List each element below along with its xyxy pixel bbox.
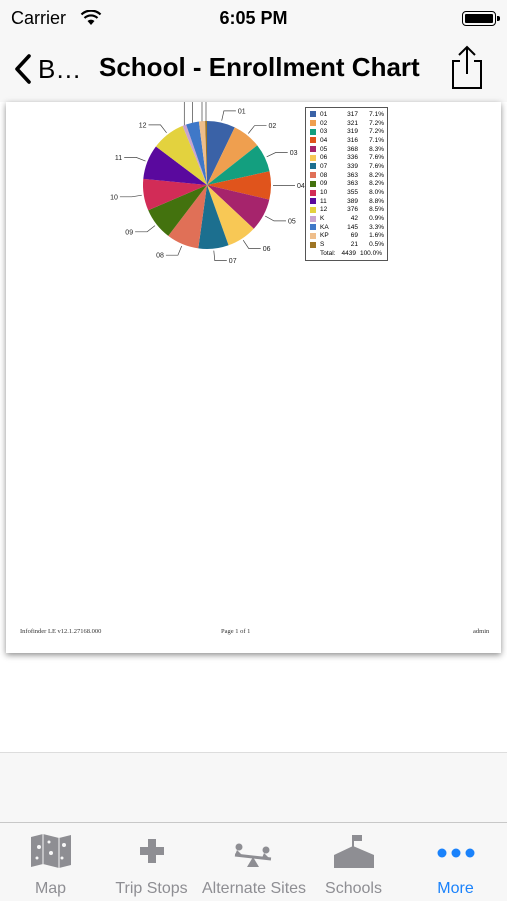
leader-line bbox=[248, 126, 266, 134]
legend-row bbox=[306, 214, 387, 223]
tab-schools[interactable] bbox=[303, 823, 404, 901]
leader-line bbox=[214, 251, 227, 261]
legend-percent: 0.5% bbox=[358, 241, 384, 248]
legend-percent: 7.2% bbox=[358, 120, 384, 127]
legend-total-value: 4439 bbox=[338, 250, 356, 257]
leader-line bbox=[120, 195, 142, 197]
slice-label: 06 bbox=[263, 246, 271, 253]
tab-label: Schools bbox=[303, 880, 404, 898]
legend-swatch bbox=[310, 137, 316, 143]
legend-label: 10 bbox=[320, 189, 338, 196]
legend-swatch bbox=[310, 172, 316, 178]
legend-value: 355 bbox=[338, 189, 358, 196]
status-bar bbox=[0, 0, 507, 38]
back-button[interactable] bbox=[12, 52, 81, 86]
legend-percent: 0.9% bbox=[358, 215, 384, 222]
legend-row bbox=[306, 197, 387, 206]
leader-line bbox=[124, 157, 145, 161]
legend-percent: 8.2% bbox=[358, 180, 384, 187]
legend-value: 319 bbox=[338, 128, 358, 135]
legend-percent: 7.1% bbox=[358, 111, 384, 118]
legend-value: 321 bbox=[338, 120, 358, 127]
legend-value: 363 bbox=[338, 172, 358, 179]
legend-label: 04 bbox=[320, 137, 338, 144]
legend-swatch bbox=[310, 163, 316, 169]
legend-percent: 3.3% bbox=[358, 224, 384, 231]
tab-label: Alternate Sites bbox=[202, 880, 303, 898]
plus-icon bbox=[138, 837, 166, 865]
legend-percent: 8.0% bbox=[358, 189, 384, 196]
legend-row bbox=[306, 171, 387, 180]
legend-swatch bbox=[310, 129, 316, 135]
legend-label: 11 bbox=[320, 198, 338, 205]
tab-label: Trip Stops bbox=[101, 880, 202, 898]
legend-swatch bbox=[310, 216, 316, 222]
legend-percent: 7.6% bbox=[358, 163, 384, 170]
legend-swatch bbox=[310, 233, 316, 239]
clock: 6:05 PM bbox=[0, 8, 507, 29]
legend-value: 145 bbox=[338, 224, 358, 231]
legend-row bbox=[306, 240, 387, 249]
legend-value: 376 bbox=[338, 206, 358, 213]
legend-label: 06 bbox=[320, 154, 338, 161]
footer-page-number: Page 1 of 1 bbox=[221, 628, 250, 635]
slice-label: 05 bbox=[288, 218, 296, 225]
legend-swatch bbox=[310, 111, 316, 117]
legend-swatch bbox=[310, 207, 316, 213]
map-icon bbox=[29, 833, 73, 869]
back-label: B… bbox=[38, 54, 81, 85]
legend-percent: 8.8% bbox=[358, 198, 384, 205]
legend-row bbox=[306, 153, 387, 162]
legend-label: K bbox=[320, 215, 338, 222]
legend-label: KP bbox=[320, 232, 338, 239]
legend-label: KA bbox=[320, 224, 338, 231]
more-icon bbox=[436, 847, 476, 859]
legend-row bbox=[306, 127, 387, 136]
leader-line bbox=[243, 240, 261, 248]
legend-label: 02 bbox=[320, 120, 338, 127]
alternate-sites-icon bbox=[231, 839, 275, 869]
tab-label: Map bbox=[0, 880, 101, 898]
tab-alternate-sites[interactable] bbox=[202, 823, 303, 901]
tab-label: More bbox=[404, 880, 507, 898]
legend-label: 07 bbox=[320, 163, 338, 170]
legend-row bbox=[306, 162, 387, 171]
legend-percent: 7.6% bbox=[358, 154, 384, 161]
legend-value: 317 bbox=[338, 111, 358, 118]
chevron-left-icon bbox=[12, 52, 34, 86]
legend-label: 03 bbox=[320, 128, 338, 135]
legend-row bbox=[306, 188, 387, 197]
share-icon[interactable] bbox=[449, 44, 485, 90]
legend-value: 69 bbox=[338, 232, 358, 239]
leader-line bbox=[135, 226, 155, 232]
legend-swatch bbox=[310, 242, 316, 248]
battery-icon bbox=[462, 11, 496, 26]
leader-line bbox=[267, 153, 288, 157]
slice-label: 01 bbox=[238, 108, 246, 115]
pie-chart bbox=[6, 102, 501, 302]
legend-percent: 8.3% bbox=[358, 146, 384, 153]
leader-line bbox=[265, 216, 286, 221]
legend-swatch bbox=[310, 198, 316, 204]
legend-row bbox=[306, 206, 387, 215]
legend-value: 363 bbox=[338, 180, 358, 187]
slice-label: 09 bbox=[125, 229, 133, 236]
legend-swatch bbox=[310, 190, 316, 196]
slice-label: 11 bbox=[115, 155, 122, 162]
legend-value: 42 bbox=[338, 215, 358, 222]
legend-value: 339 bbox=[338, 163, 358, 170]
legend-label: 08 bbox=[320, 172, 338, 179]
legend-label: S bbox=[320, 241, 338, 248]
tab-bar bbox=[0, 822, 507, 901]
document-viewer[interactable] bbox=[0, 102, 507, 752]
legend-total-label: Total: bbox=[306, 250, 338, 257]
legend-percent: 7.2% bbox=[358, 128, 384, 135]
legend-row bbox=[306, 223, 387, 232]
legend-percent: 8.2% bbox=[358, 172, 384, 179]
legend-percent: 7.1% bbox=[358, 137, 384, 144]
slice-label: 02 bbox=[269, 123, 277, 130]
carrier-label: Carrier bbox=[11, 8, 66, 29]
slice-label: 10 bbox=[110, 194, 118, 201]
legend-row bbox=[306, 145, 387, 154]
school-icon bbox=[332, 833, 376, 869]
legend-value: 316 bbox=[338, 137, 358, 144]
legend-swatch bbox=[310, 224, 316, 230]
chart-legend bbox=[305, 107, 388, 261]
legend-value: 336 bbox=[338, 154, 358, 161]
slice-label: 08 bbox=[156, 253, 164, 260]
legend-value: 368 bbox=[338, 146, 358, 153]
legend-total-percent: 100.0% bbox=[356, 250, 382, 257]
navigation-bar bbox=[0, 38, 507, 102]
legend-swatch bbox=[310, 181, 316, 187]
toolbar-area bbox=[0, 752, 507, 823]
legend-swatch bbox=[310, 120, 316, 126]
tab-more[interactable] bbox=[404, 823, 507, 901]
legend-swatch bbox=[310, 155, 316, 161]
legend-percent: 8.5% bbox=[358, 206, 384, 213]
legend-value: 389 bbox=[338, 198, 358, 205]
page-title: School - Enrollment Chart bbox=[99, 52, 420, 83]
slice-label: 03 bbox=[290, 150, 298, 157]
tab-trip-stops[interactable] bbox=[101, 823, 202, 901]
tab-map[interactable] bbox=[0, 823, 101, 901]
legend-row bbox=[306, 232, 387, 241]
slice-label: 12 bbox=[139, 122, 147, 129]
legend-label: 05 bbox=[320, 146, 338, 153]
legend-row bbox=[306, 119, 387, 128]
report-page bbox=[6, 102, 501, 653]
legend-label: 09 bbox=[320, 180, 338, 187]
legend-label: 12 bbox=[320, 206, 338, 213]
legend-percent: 1.6% bbox=[358, 232, 384, 239]
legend-value: 21 bbox=[338, 241, 358, 248]
legend-row bbox=[306, 136, 387, 145]
legend-total-row bbox=[306, 249, 387, 258]
legend-label: 01 bbox=[320, 111, 338, 118]
footer-user: admin bbox=[473, 628, 489, 635]
leader-line bbox=[222, 111, 236, 121]
slice-label: 04 bbox=[297, 183, 305, 190]
slice-label: 07 bbox=[229, 258, 237, 265]
legend-row bbox=[306, 110, 387, 119]
legend-row bbox=[306, 180, 387, 189]
legend-swatch bbox=[310, 146, 316, 152]
leader-line bbox=[166, 246, 182, 255]
footer-version: Infofinder LE v12.1.27168.000 bbox=[20, 628, 101, 635]
leader-line bbox=[149, 125, 167, 133]
